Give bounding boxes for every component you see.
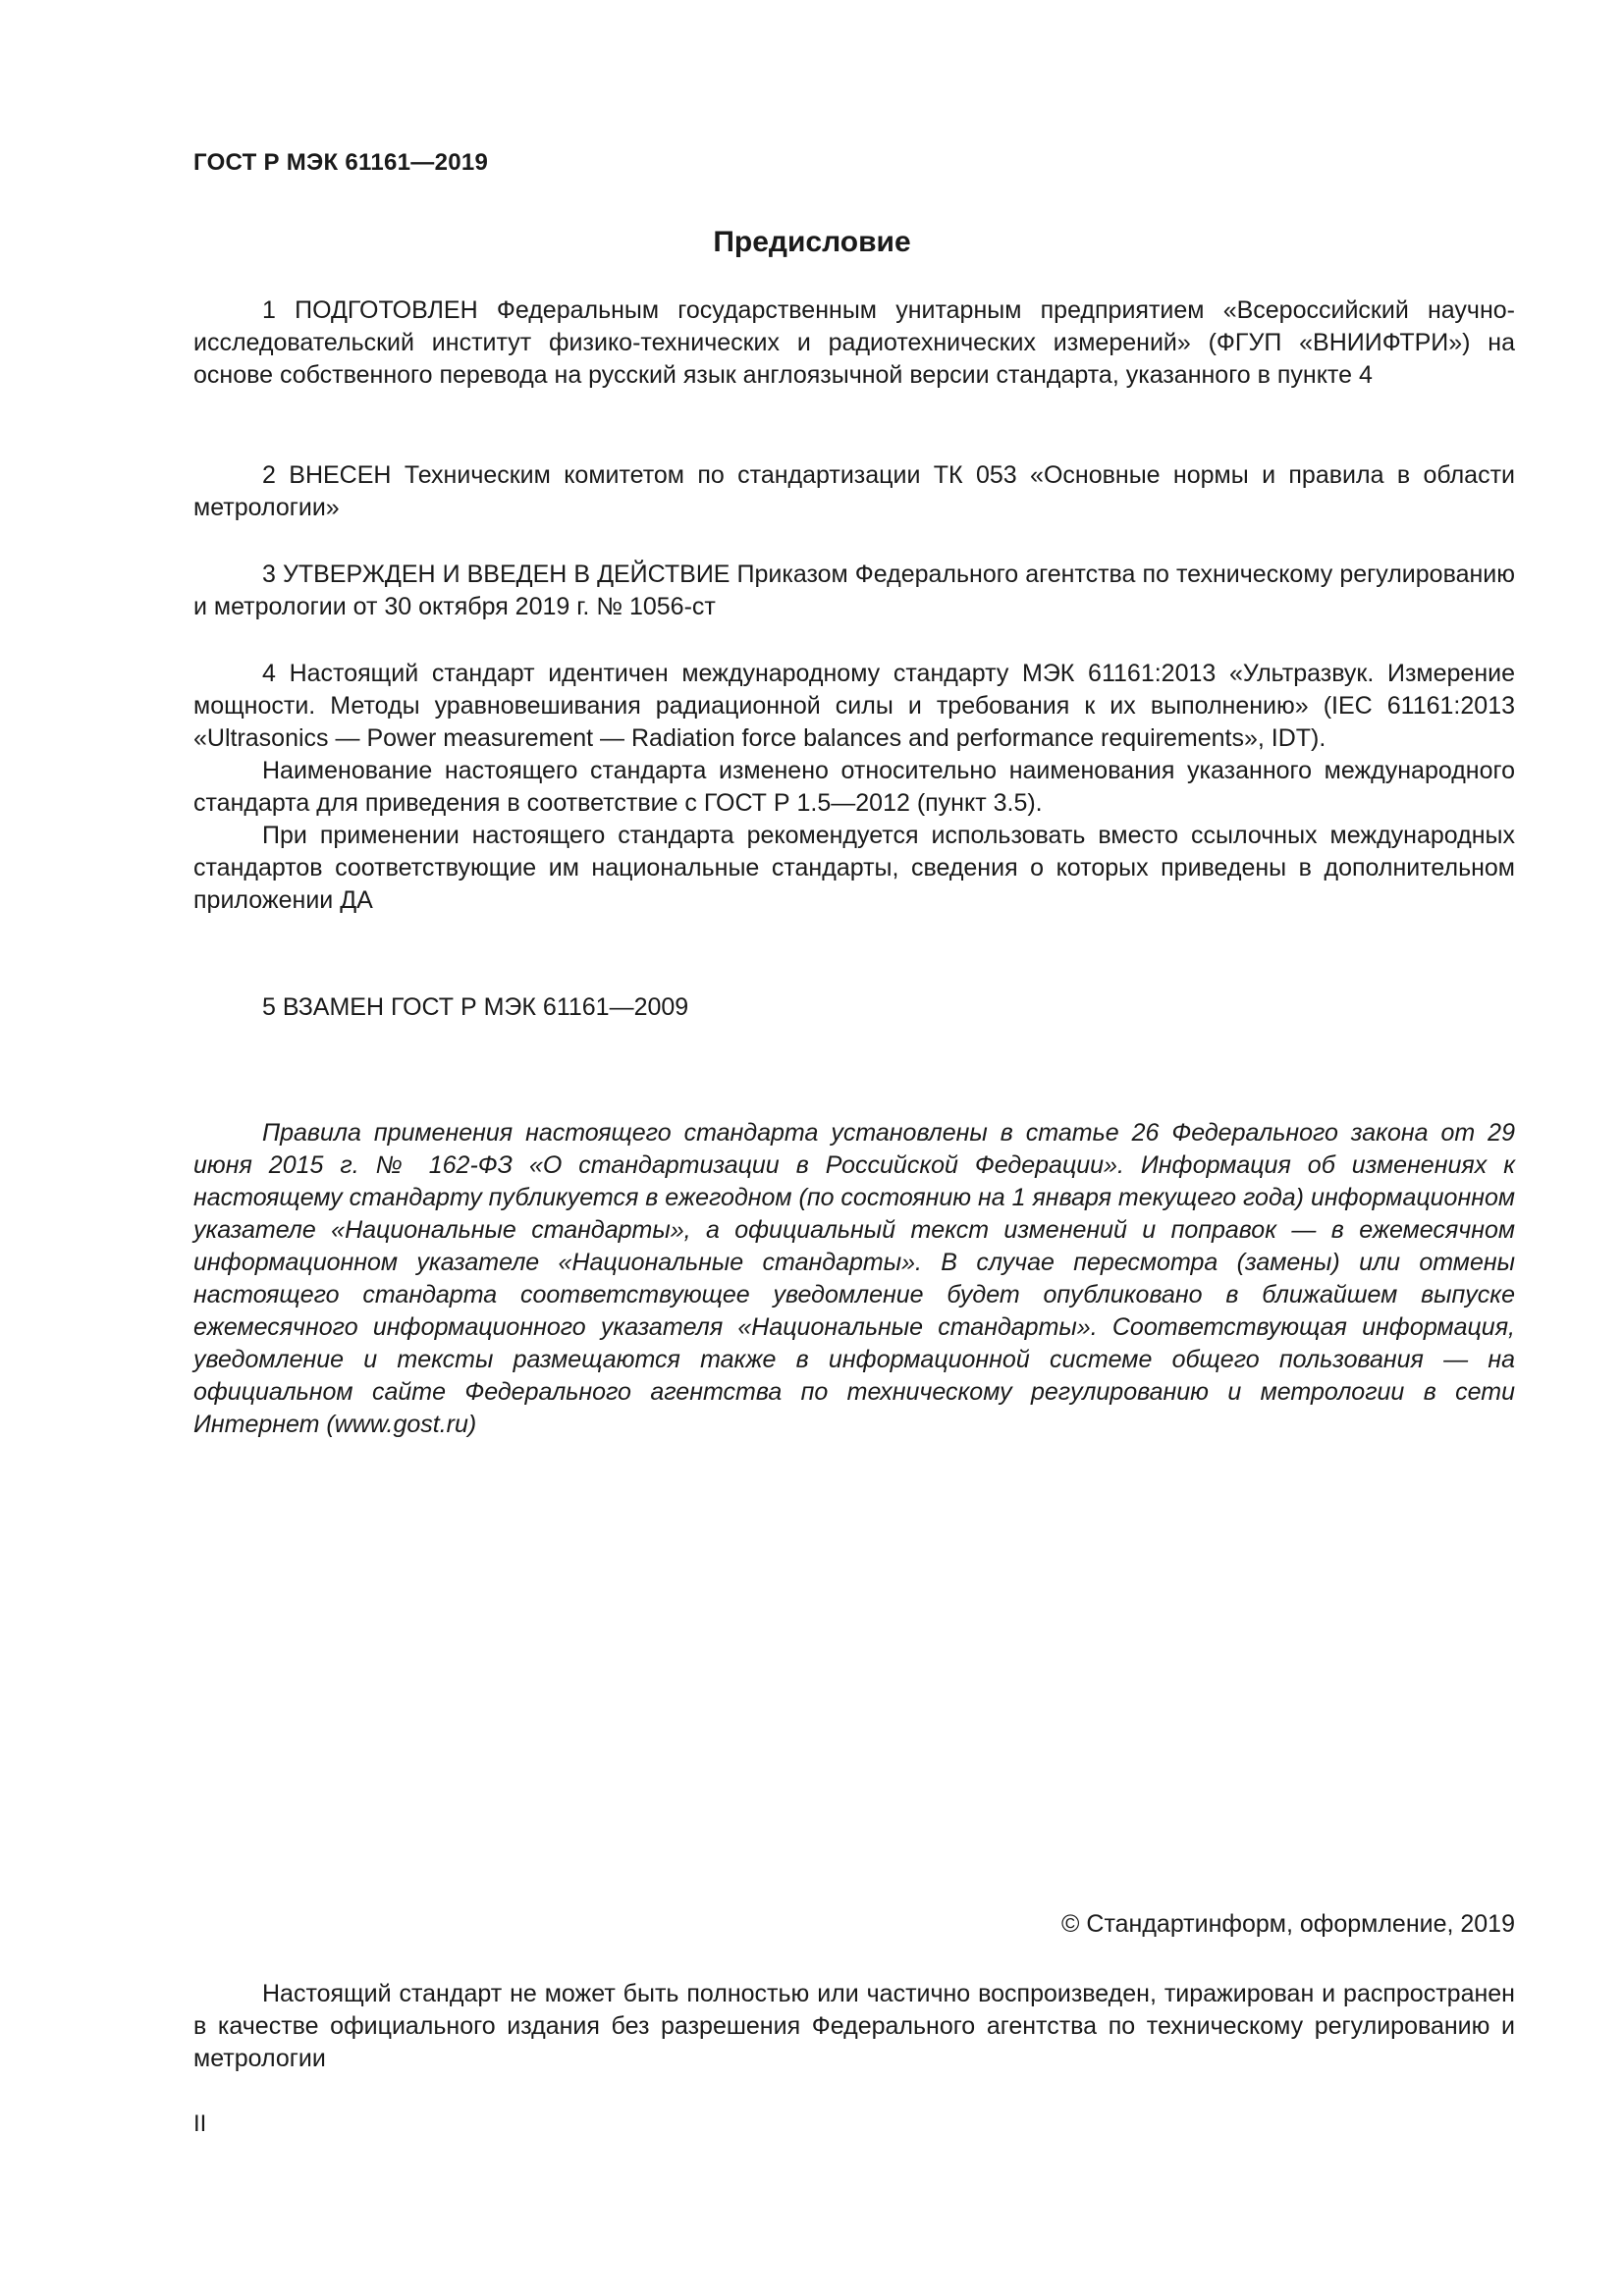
application-rules-notice (193, 1117, 1515, 1441)
copyright-line: © Стандартинформ, оформление, 2019 (1061, 1910, 1515, 1938)
preface-item-1-text: 1 ПОДГОТОВЛЕН Федеральным государственным унитарным предприятием «Всероссийский научно-исследовательский институт физико-технических и радиотехнических измерений» (ФГУП «ВНИИФТРИ») на основе собственного перевода на русский язык англоязычной версии стандарта, указанного в пункте 4 (193, 296, 1515, 389)
preface-item-3 (193, 559, 1515, 623)
preface-item-2-text: 2 ВНЕСЕН Техническим комитетом по стандартизации ТК 053 «Основные нормы и правила в области метрологии» (193, 461, 1515, 521)
preface-item-4-text: 4 Настоящий стандарт идентичен международному стандарту МЭК 61161:2013 «Ультразвук. Измерение мощности. Методы уравновешивания радиационной силы и требования к их выполнению» (IEC 61161:2013 «Ultrasonics — Power measurement — Radiation force balances and performance requirements», IDT). (193, 660, 1515, 752)
preface-item-5 (193, 991, 1515, 1024)
preface-item-1 (193, 294, 1515, 392)
preface-item-5-text: 5 ВЗАМЕН ГОСТ Р МЭК 61161—2009 (262, 993, 689, 1021)
reproduction-notice-text: Настоящий стандарт не может быть полностью или частично воспроизведен, тиражирован и распространен в качестве официального издания без разрешения Федерального агентства по техническому регулированию и метрологии (193, 1980, 1515, 2072)
application-rules-text: Правила применения настоящего стандарта установлены в статье 26 Федерального закона от 29 июня 2015 г. № 162-ФЗ «О стандартизации в Российской Федерации». Информация об изменениях к настоящему стандарту публикуется в ежегодном (по состоянию на 1 января текущего года) информационном указателе «Национальные стандарты», а официальный текст изменений и поправок — в ежемесячном информационном указателе «Национальные стандарты». В случае пересмотра (замены) или отмены настоящего стандарта соответствующее уведомление будет опубликовано в ближайшем выпуске ежемесячного информационного указателя «Национальные стандарты». Соответствующая информация, уведомление и тексты размещаются также в информационной системе общего пользования — на официальном сайте Федерального агентства по техническому регулированию и метрологии в сети Интернет (www.gost.ru) (193, 1119, 1516, 1438)
preface-item-2 (193, 459, 1515, 524)
standard-code-header: ГОСТ Р МЭК 61161—2019 (193, 149, 489, 176)
preface-item-3-text: 3 УТВЕРЖДЕН И ВВЕДЕН В ДЕЙСТВИЕ Приказом Федерального агентства по техническому регулированию и метрологии от 30 октября 2019 г. № 1056-ст (193, 561, 1515, 620)
preface-item-4 (193, 658, 1515, 917)
preface-item-4-note-2: При применении настоящего стандарта рекомендуется использовать вместо ссылочных международных стандартов соответствующие им национальные стандарты, сведения о которых приведены в дополнительном приложении ДА (193, 822, 1515, 914)
page-number: II (193, 2110, 207, 2137)
reproduction-notice (193, 1978, 1515, 2075)
section-title: Предисловие (713, 226, 911, 258)
preface-item-4-note-1: Наименование настоящего стандарта изменено относительно наименования указанного международного стандарта для приведения в соответствие с ГОСТ Р 1.5—2012 (пункт 3.5). (193, 757, 1515, 817)
